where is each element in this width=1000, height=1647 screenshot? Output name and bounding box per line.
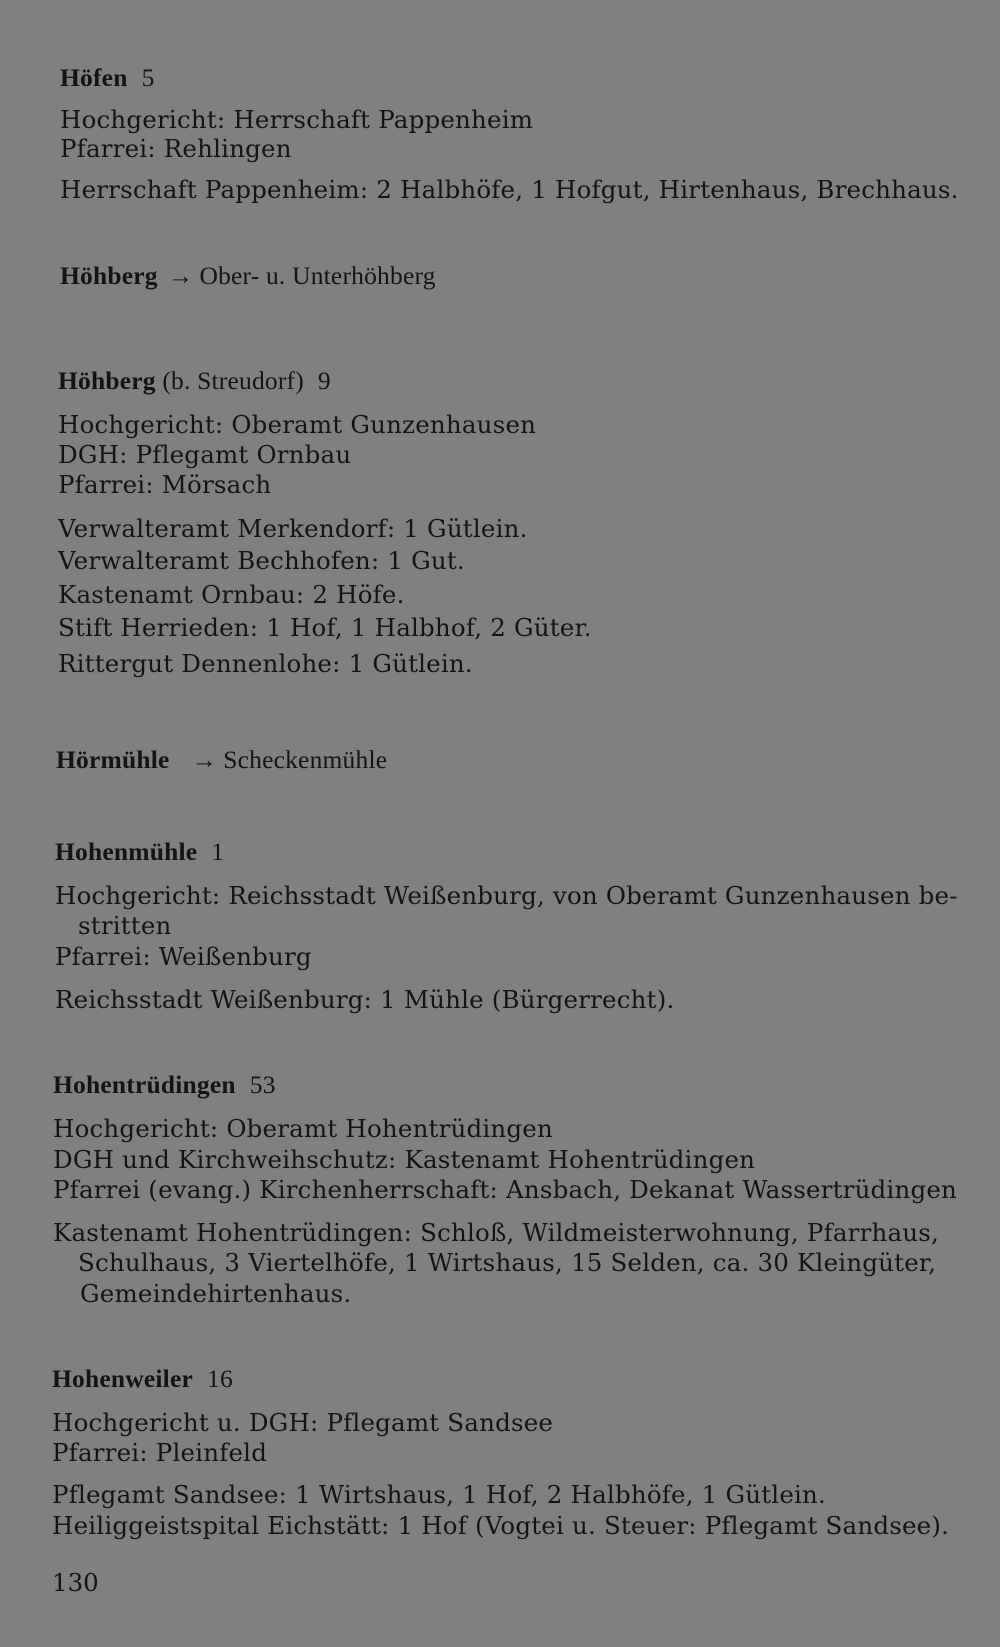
holding-line: Verwalteramt Merkendorf: 1 Gütlein. bbox=[58, 514, 528, 543]
jurisdiction-line: Hochgericht: Oberamt Hohentrüdingen bbox=[53, 1114, 553, 1143]
holding-line: Schulhaus, 3 Viertelhöfe, 1 Wirtshaus, 15 Selden, ca. 30 Kleingüter, bbox=[78, 1248, 937, 1277]
jurisdiction-line: Hochgericht u. DGH: Pflegamt Sandsee bbox=[52, 1408, 554, 1437]
jurisdiction-line: Pfarrei: Mörsach bbox=[58, 470, 272, 499]
holding-line: Verwalteramt Bechhofen: 1 Gut. bbox=[58, 546, 465, 575]
jurisdiction-line: Pfarrei: Pleinfeld bbox=[52, 1438, 268, 1467]
entry-heading bbox=[56, 745, 387, 775]
place-name: Hohenweiler bbox=[52, 1364, 194, 1393]
holding-line: Kastenamt Ornbau: 2 Höfe. bbox=[58, 580, 405, 609]
entry-heading bbox=[55, 837, 224, 867]
cross-reference: Scheckenmühle bbox=[223, 745, 388, 774]
arrow-icon: → bbox=[167, 261, 194, 290]
jurisdiction-line: Pfarrei (evang.) Kirchenherrschaft: Ansbach, Dekanat Wassertrüdingen bbox=[53, 1175, 958, 1204]
place-name: Hörmühle bbox=[56, 745, 170, 774]
entry-heading bbox=[52, 1364, 233, 1394]
count: 53 bbox=[249, 1070, 276, 1099]
entry-heading bbox=[60, 261, 436, 291]
holding-line: Rittergut Dennenlohe: 1 Gütlein. bbox=[58, 649, 473, 678]
jurisdiction-line: stritten bbox=[78, 911, 172, 940]
jurisdiction-line: DGH: Pflegamt Ornbau bbox=[58, 440, 352, 469]
holding-line: Pflegamt Sandsee: 1 Wirtshaus, 1 Hof, 2 Halbhöfe, 1 Gütlein. bbox=[52, 1480, 827, 1509]
cross-reference: Ober- u. Unterhöhberg bbox=[199, 261, 436, 290]
place-name: Höfen bbox=[60, 63, 128, 92]
place-name: Höhberg bbox=[58, 366, 156, 395]
jurisdiction-line: Hochgericht: Reichsstadt Weißenburg, von Oberamt Gunzenhausen be- bbox=[55, 881, 958, 910]
entry-heading bbox=[53, 1070, 276, 1100]
holding-line: Reichsstadt Weißenburg: 1 Mühle (Bürgerrecht). bbox=[55, 985, 675, 1014]
count: 16 bbox=[207, 1364, 233, 1393]
place-name: Hohenmühle bbox=[55, 837, 198, 866]
page-number: 130 bbox=[52, 1568, 99, 1597]
place-qualifier: (b. Streudorf) bbox=[162, 366, 304, 395]
jurisdiction-line: Pfarrei: Weißenburg bbox=[55, 942, 312, 971]
place-name: Höhberg bbox=[60, 261, 158, 290]
jurisdiction-line: Hochgericht: Oberamt Gunzenhausen bbox=[58, 410, 537, 439]
holding-line: Stift Herrieden: 1 Hof, 1 Halbhof, 2 Güter. bbox=[58, 613, 592, 642]
count: 1 bbox=[211, 837, 225, 866]
place-name: Hohentrüdingen bbox=[53, 1070, 236, 1099]
entry-heading bbox=[58, 366, 331, 396]
holding-line: Herrschaft Pappenheim: 2 Halbhöfe, 1 Hofgut, Hirtenhaus, Brechhaus. bbox=[60, 175, 959, 204]
jurisdiction-line: Pfarrei: Rehlingen bbox=[60, 134, 292, 163]
arrow-icon: → bbox=[191, 745, 218, 774]
entry-heading bbox=[60, 63, 155, 93]
count: 5 bbox=[141, 63, 155, 92]
holding-line: Gemeindehirtenhaus. bbox=[80, 1279, 352, 1308]
jurisdiction-line: Hochgericht: Herrschaft Pappenheim bbox=[60, 105, 534, 134]
jurisdiction-line: DGH und Kirchweihschutz: Kastenamt Hohentrüdingen bbox=[53, 1145, 756, 1174]
count: 9 bbox=[317, 366, 331, 395]
holding-line: Heiliggeistspital Eichstätt: 1 Hof (Vogtei u. Steuer: Pflegamt Sandsee). bbox=[52, 1511, 950, 1540]
holding-line: Kastenamt Hohentrüdingen: Schloß, Wildmeisterwohnung, Pfarrhaus, bbox=[53, 1218, 940, 1247]
